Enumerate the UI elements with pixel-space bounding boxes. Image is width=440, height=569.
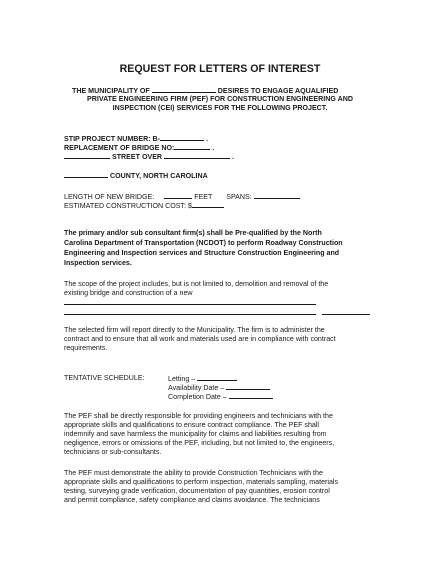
prequal-line-3: Engineering and Inspection services and Structure Construction Engineering and	[64, 249, 340, 257]
pef-demonstrate-line-1: The PEF must demonstrate the ability to provide Construction Technicians with the	[64, 469, 323, 477]
letting-label: Letting –	[168, 375, 196, 383]
scope-line-2: existing bridge and construction of a new	[64, 289, 193, 297]
report-line-2: contract and to ensure that all work and materials used are in compliance with contract	[64, 335, 336, 343]
bridge-length-blank	[164, 192, 192, 199]
completion-label: Completion Date –	[168, 393, 227, 401]
availability-blank	[226, 383, 270, 390]
completion-line	[168, 392, 273, 402]
letting-blank	[197, 374, 237, 381]
prequal-line-2: Carolina Department of Transportation (NCDOT) to perform Roadway Construction	[64, 239, 343, 247]
county-label: COUNTY, NORTH CAROLINA	[109, 172, 208, 180]
stip-project-label: STIP PROJECT NUMBER: B-	[64, 135, 161, 143]
pef-responsible-line-5: technicians or sub-consultants.	[64, 448, 162, 456]
scope-blank-line-1	[64, 304, 316, 305]
feet-label: FEET	[194, 193, 213, 201]
report-line-1: The selected firm will report directly to the Municipality. The firm is to administer the	[64, 326, 325, 334]
document-title: REQUEST FOR LETTERS OF INTEREST	[119, 63, 321, 75]
prequal-line-1: The primary and/or sub consultant firm(s) shall be Pre-qualified by the North	[64, 229, 322, 237]
pef-demonstrate-line-3: testing, surveying grade verification, documentation of pay quantities, erosion control	[64, 487, 330, 495]
pef-responsible-line-3: indemnify and save harmless the municipality for claims and liabilities resulting from	[64, 430, 327, 438]
period: .	[212, 144, 215, 152]
prequal-line-4: Inspection services.	[64, 259, 132, 267]
construction-cost-blank	[192, 201, 224, 208]
intro-line-1-end: DESIRES TO ENGAGE AQUALIFIED	[217, 87, 339, 95]
scope-blank-line-2	[64, 314, 316, 315]
municipality-blank	[152, 86, 216, 93]
spans-blank	[254, 192, 300, 199]
stip-number-blank	[160, 134, 204, 141]
street-over-blank	[164, 152, 230, 159]
scope-line-1: The scope of the project includes, but is not limited to, demolition and removal of the	[64, 280, 329, 288]
pef-demonstrate-line-4: and permit compliance, safety compliance and claims avoidance. The technicians	[64, 496, 320, 504]
street-over-line	[64, 152, 234, 162]
county-blank	[64, 171, 108, 178]
intro-line-3: INSPECTION (CEI) SERVICES FOR THE FOLLOWING PROJECT.	[112, 104, 328, 112]
pef-responsible-line-4: negligence, errors or omissions of the PEF, including, but not limited to, the engineers,	[64, 439, 335, 447]
availability-label: Availability Date –	[168, 384, 225, 392]
bridge-length-label: LENGTH OF NEW BRIDGE:	[64, 193, 155, 201]
construction-cost-label: ESTIMATED CONSTRUCTION COST:	[64, 202, 187, 210]
pef-responsible-line-1: The PEF shall be directly responsible for providing engineers and technicians with the	[64, 412, 333, 420]
pef-demonstrate-line-2: appropriate skills and qualifications to perform inspection, materials sampling, materials	[64, 478, 339, 486]
bridge-number-label: REPLACEMENT OF BRIDGE NO:	[64, 144, 175, 152]
scope-blank-line-3	[322, 314, 370, 315]
street-over-label: STREET OVER	[111, 153, 163, 161]
schedule-label: TENTATIVE SCHEDULE:	[64, 374, 145, 382]
street-blank	[64, 152, 110, 159]
period: .	[206, 135, 209, 143]
county-line	[64, 171, 208, 181]
report-line-3: requirements.	[64, 344, 108, 352]
completion-blank	[229, 392, 273, 399]
spans-label: SPANS:	[226, 193, 252, 201]
construction-cost-line	[64, 201, 224, 211]
bridge-number-blank	[174, 143, 210, 150]
intro-line-2: PRIVATE ENGINEERING FIRM (PEF) FOR CONSTRUCTION ENGINEERING AND	[87, 95, 353, 103]
pef-responsible-line-2: appropriate skills and qualifications to ensure contract compliance. The PEF shall	[64, 421, 319, 429]
period: .	[232, 153, 234, 161]
intro-line-1-start: THE MUNICIPALITY OF	[72, 87, 150, 95]
dollar-sign: $	[188, 202, 192, 210]
